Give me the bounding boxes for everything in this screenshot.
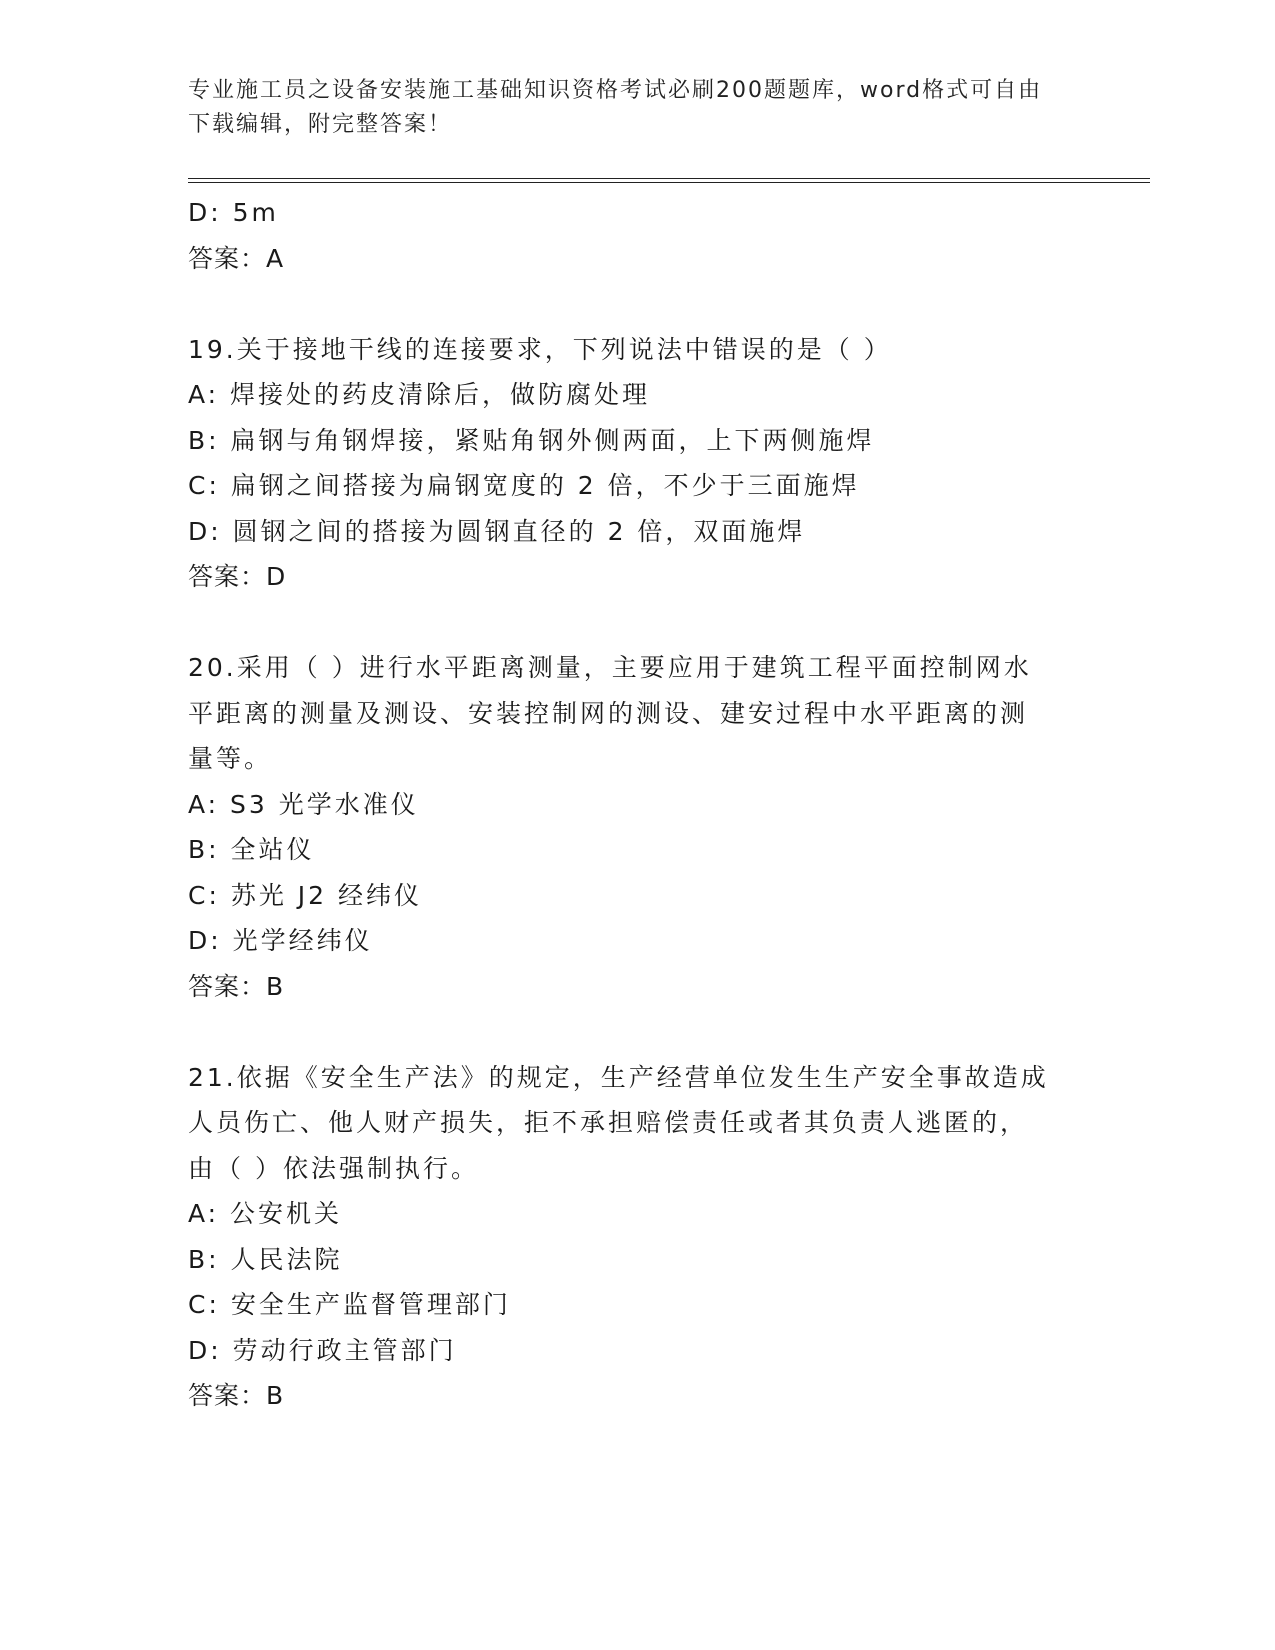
answer: 答案：B: [188, 971, 285, 1001]
spacer: [188, 1009, 1088, 1055]
question-21: [188, 1055, 1088, 1419]
spacer: [188, 600, 1088, 646]
option-b: B: 人民法院: [188, 1244, 343, 1274]
question-19: [188, 327, 1088, 600]
option-a: A: S3 光学水准仪: [188, 789, 419, 819]
question-stem-line-1: 20.采用（ ）进行水平距离测量，主要应用于建筑工程平面控制网水: [188, 653, 1032, 682]
question-stem-line-2: 人员伤亡、他人财产损失，拒不承担赔偿责任或者其负责人逃匿的，: [188, 1108, 1029, 1137]
question-stem-line-2: 平距离的测量及测设、安装控制网的测设、建安过程中水平距离的测: [188, 698, 1029, 728]
option-b: B: 全站仪: [188, 835, 315, 864]
question-stem-line-3: 由（ ）依法强制执行。: [188, 1153, 479, 1183]
question-stem-line-1: 21.依据《安全生产法》的规定，生产经营单位发生生产安全事故造成: [188, 1062, 1049, 1092]
option-c: C: 扁钢之间搭接为扁钢宽度的 2 倍，不少于三面施焊: [188, 471, 860, 500]
question-stem-line-3: 量等。: [188, 744, 273, 773]
previous-question-tail: [188, 190, 1088, 281]
header-divider-top: [188, 178, 1150, 179]
spacer: [188, 281, 1088, 327]
header-divider-bottom: [188, 182, 1150, 183]
document-header: [188, 74, 1088, 142]
question-stem: 19.关于接地干线的连接要求，下列说法中错误的是（ ）: [188, 334, 892, 364]
option-b: B: 扁钢与角钢焊接，紧贴角钢外侧两面，上下两侧施焊: [188, 425, 875, 455]
option-d: D: 5m: [188, 198, 279, 227]
option-a: A: 焊接处的药皮清除后，做防腐处理: [188, 380, 651, 409]
answer: 答案：B: [188, 1381, 285, 1410]
option-c: C: 苏光 J2 经纬仪: [188, 880, 422, 910]
option-d: D: 劳动行政主管部门: [188, 1335, 457, 1365]
option-a: A: 公安机关: [188, 1199, 343, 1228]
option-d: D: 光学经纬仪: [188, 926, 373, 955]
answer: 答案：D: [188, 562, 287, 591]
answer: 答案：A: [188, 243, 285, 273]
question-content: [188, 190, 1088, 1419]
header-line-1: 专业施工员之设备安装施工基础知识资格考试必刷200题题库，word格式可自由: [188, 78, 1043, 103]
question-20: [188, 645, 1088, 1009]
option-d: D: 圆钢之间的搭接为圆钢直径的 2 倍，双面施焊: [188, 516, 806, 546]
header-line-2: 下载编辑，附完整答案！: [188, 112, 453, 137]
option-c: C: 安全生产监督管理部门: [188, 1290, 511, 1319]
